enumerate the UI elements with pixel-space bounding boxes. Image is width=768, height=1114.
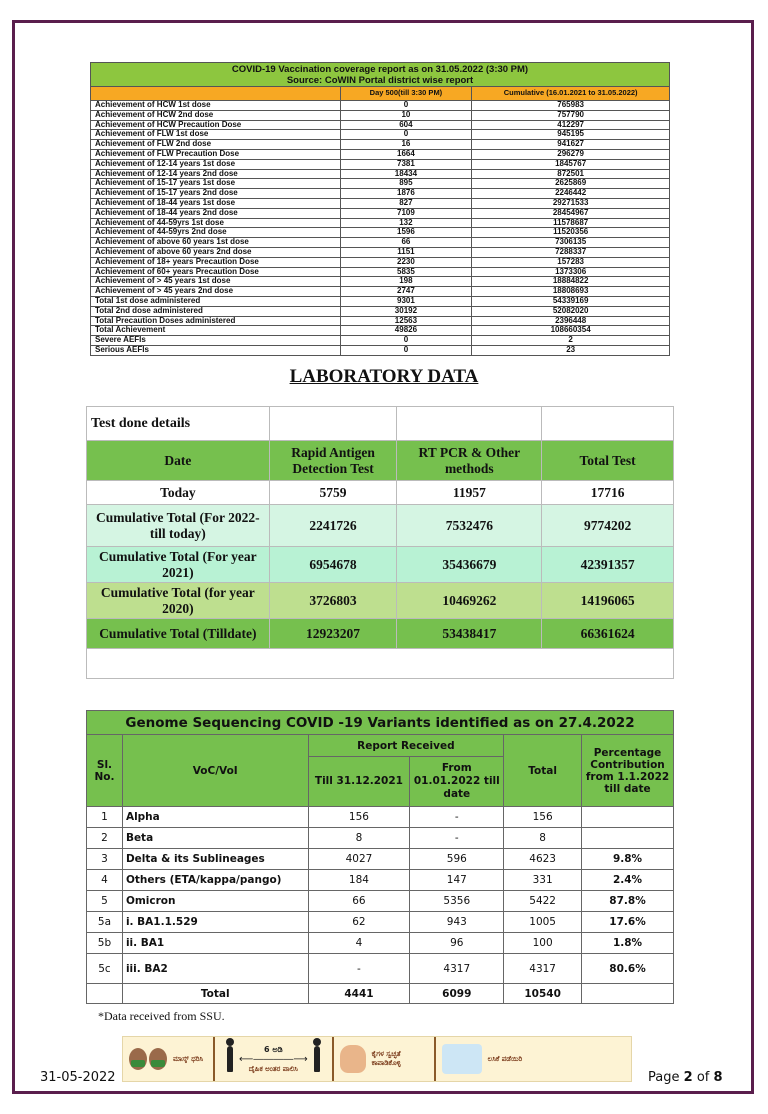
vaccination-row-cumulative: 412297: [472, 120, 670, 130]
vaccination-row: [91, 149, 670, 159]
genome-row-pct: 2.4%: [582, 870, 674, 891]
vaccination-row-day: 198: [340, 277, 472, 287]
vaccination-row-day: 895: [340, 179, 472, 189]
vaccination-row: [91, 120, 670, 130]
genome-row-name: iii. BA2: [122, 954, 308, 984]
genome-row-name: Beta: [122, 828, 308, 849]
lab-row-2021: [87, 547, 674, 583]
washing-hands-icon: [340, 1045, 366, 1073]
vaccination-row: [91, 110, 670, 120]
lab-row-total: 14196065: [542, 583, 674, 619]
vaccination-row-label: Achievement of 12-14 years 1st dose: [91, 159, 341, 169]
genome-header-total: Total: [504, 735, 582, 807]
lab-row-tilldate: [87, 619, 674, 649]
genome-header-pct: Percentage Contribution from 1.1.2022 till date: [582, 735, 674, 807]
vaccination-row: [91, 345, 670, 355]
vaccination-row-cumulative: 2246442: [472, 189, 670, 199]
genome-row: [87, 807, 674, 828]
genome-row-total: 156: [504, 807, 582, 828]
vaccination-row-day: 827: [340, 198, 472, 208]
genome-row-from: -: [410, 807, 504, 828]
genome-row-name: Omicron: [122, 891, 308, 912]
genome-row-from: 943: [410, 912, 504, 933]
vaccination-row-cumulative: 52082020: [472, 306, 670, 316]
genome-row-till: 62: [308, 912, 410, 933]
vaccination-row-day: 9301: [340, 296, 472, 306]
genome-row: [87, 933, 674, 954]
lab-heading: [0, 366, 768, 388]
genome-row-sl: 5: [87, 891, 123, 912]
vaccination-row: [91, 287, 670, 297]
vaccination-row-label: Total Achievement: [91, 326, 341, 336]
vaccination-source-text: Source: CoWIN Portal district wise report: [286, 74, 474, 86]
genome-body: [87, 807, 674, 984]
vaccination-row-label: Achievement of 60+ years Precaution Dose: [91, 267, 341, 277]
genome-header-row: [87, 735, 674, 757]
lab-row-rat: 2241726: [269, 505, 397, 547]
vaccination-row: [91, 296, 670, 306]
genome-row-total: 1005: [504, 912, 582, 933]
genome-row-total: 4317: [504, 954, 582, 984]
vaccination-row-cumulative: 7306135: [472, 238, 670, 248]
genome-header-report: Report Received: [308, 735, 504, 757]
vaccination-row: [91, 189, 670, 199]
genome-row-pct: [582, 807, 674, 828]
vaccination-row: [91, 238, 670, 248]
lab-row-rtpcr: 35436679: [397, 547, 542, 583]
lab-header-total: Total Test: [542, 441, 674, 481]
genome-row-from: 96: [410, 933, 504, 954]
genome-header-till: Till 31.12.2021: [308, 757, 410, 807]
vaccination-row-cumulative: 18808693: [472, 287, 670, 297]
genome-row-till: 156: [308, 807, 410, 828]
genome-row-pct: 1.8%: [582, 933, 674, 954]
vaccination-row-cumulative: 757790: [472, 110, 670, 120]
genome-row-total: 100: [504, 933, 582, 954]
vaccination-row: [91, 159, 670, 169]
vaccination-row-label: Achievement of 44-59yrs 2nd dose: [91, 228, 341, 238]
genome-row-from: 147: [410, 870, 504, 891]
genome-row-till: 8: [308, 828, 410, 849]
vaccination-row-day: 604: [340, 120, 472, 130]
genome-header-voc: VoC/VoI: [122, 735, 308, 807]
footnote: *Data received from SSU.: [98, 1009, 225, 1023]
vaccination-row-label: Severe AEFIs: [91, 336, 341, 346]
vaccination-row-cumulative: 11578687: [472, 218, 670, 228]
genome-row-total: 331: [504, 870, 582, 891]
vaccination-row-label: Achievement of > 45 years 2nd dose: [91, 287, 341, 297]
lab-row-label: Cumulative Total (For 2022- till today): [87, 505, 270, 547]
genome-row-name: Others (ETA/kappa/pango): [122, 870, 308, 891]
genome-row-name: ii. BA1: [122, 933, 308, 954]
vaccination-row-cumulative: 7288337: [472, 247, 670, 257]
vaccination-row: [91, 257, 670, 267]
vaccination-row-label: Achievement of FLW Precaution Dose: [91, 149, 341, 159]
lab-row-rtpcr: 7532476: [397, 505, 542, 547]
vaccination-row-cumulative: 157283: [472, 257, 670, 267]
vaccination-row: [91, 218, 670, 228]
vaccination-header-blank: [91, 87, 341, 101]
vaccination-row-label: Total 2nd dose administered: [91, 306, 341, 316]
vaccination-row-day: 7381: [340, 159, 472, 169]
vaccination-row: [91, 277, 670, 287]
vaccination-row-cumulative: 872501: [472, 169, 670, 179]
genome-table: [86, 710, 674, 1004]
genome-row-name: Delta & its Sublineages: [122, 849, 308, 870]
vaccination-row-cumulative: 296279: [472, 149, 670, 159]
genome-row-pct: 17.6%: [582, 912, 674, 933]
vaccination-row-cumulative: 28454967: [472, 208, 670, 218]
vaccination-row-label: Achievement of 44-59yrs 1st dose: [91, 218, 341, 228]
vaccination-row-day: 16: [340, 140, 472, 150]
genome-row: [87, 954, 674, 984]
genome-total-row: [87, 984, 674, 1004]
banner-hands-section: [334, 1037, 436, 1081]
genome-row-till: 66: [308, 891, 410, 912]
double-arrow-icon: ⟵――――⟶: [239, 1053, 308, 1065]
vaccination-row-label: Achievement of above 60 years 2nd dose: [91, 247, 341, 257]
vaccination-row-label: Achievement of 15-17 years 2nd dose: [91, 189, 341, 199]
genome-total-label: Total: [122, 984, 308, 1004]
vaccination-row-cumulative: 2: [472, 336, 670, 346]
vaccination-header-cumulative: Cumulative (16.01.2021 to 31.05.2022): [472, 87, 670, 101]
vaccination-row-label: Achievement of 18-44 years 1st dose: [91, 198, 341, 208]
vaccination-row-label: Achievement of 18+ years Precaution Dose: [91, 257, 341, 267]
genome-row-name: i. BA1.1.529: [122, 912, 308, 933]
vaccination-row-day: 0: [340, 101, 472, 111]
vaccination-table: [90, 62, 670, 356]
genome-total-till: 4441: [308, 984, 410, 1004]
vaccination-row-cumulative: 945195: [472, 130, 670, 140]
vaccination-row-label: Achievement of above 60 years 1st dose: [91, 238, 341, 248]
vaccination-row-label: Achievement of 15-17 years 1st dose: [91, 179, 341, 189]
vaccination-title-text: COVID-19 Vaccination coverage report as on 31.05.2022 (3:30 PM): [231, 63, 529, 75]
lab-row-rat: 6954678: [269, 547, 397, 583]
lab-row-rtpcr: 11957: [397, 481, 542, 505]
banner-distance-section: [215, 1037, 334, 1081]
vaccination-row: [91, 169, 670, 179]
lab-row-label: Today: [87, 481, 270, 505]
lab-blank-cell: [87, 649, 674, 679]
vaccination-row-cumulative: 941627: [472, 140, 670, 150]
genome-row: [87, 849, 674, 870]
vaccination-row-day: 7109: [340, 208, 472, 218]
vaccination-header-row: [91, 87, 670, 101]
vaccination-row-cumulative: 54339169: [472, 296, 670, 306]
genome-row: [87, 912, 674, 933]
vaccination-row-day: 2747: [340, 287, 472, 297]
genome-row-pct: 80.6%: [582, 954, 674, 984]
vaccination-row-day: 1596: [340, 228, 472, 238]
genome-row-till: 4027: [308, 849, 410, 870]
vaccination-row-day: 49826: [340, 326, 472, 336]
vaccination-row-day: 1151: [340, 247, 472, 257]
page-prefix: Page: [648, 1070, 680, 1085]
vaccination-row-label: Achievement of FLW 2nd dose: [91, 140, 341, 150]
page-of: of: [696, 1070, 710, 1085]
vaccination-row-day: 5835: [340, 267, 472, 277]
vaccination-row: [91, 208, 670, 218]
lab-row-rtpcr: 10469262: [397, 583, 542, 619]
vaccination-row-day: 2230: [340, 257, 472, 267]
vaccination-row-day: 66: [340, 238, 472, 248]
person-right-icon: [314, 1046, 320, 1072]
genome-row-pct: [582, 828, 674, 849]
vaccination-row: [91, 316, 670, 326]
genome-total-sl: [87, 984, 123, 1004]
vaccination-row-label: Achievement of > 45 years 1st dose: [91, 277, 341, 287]
vaccination-row-label: Achievement of HCW 1st dose: [91, 101, 341, 111]
vaccination-header-day: Day 500(till 3:30 PM): [340, 87, 472, 101]
lab-row-label: Cumulative Total (For year 2021): [87, 547, 270, 583]
lab-header-date: Date: [87, 441, 270, 481]
lab-row-rtpcr: 53438417: [397, 619, 542, 649]
genome-row-pct: 9.8%: [582, 849, 674, 870]
genome-row-sl: 5b: [87, 933, 123, 954]
lab-test-details: Test done details: [87, 407, 270, 441]
lab-header-row: [87, 441, 674, 481]
vaccination-row: [91, 306, 670, 316]
vaccination-row-label: Total 1st dose administered: [91, 296, 341, 306]
vaccination-row-label: Achievement of HCW Precaution Dose: [91, 120, 341, 130]
vaccination-row-day: 18434: [340, 169, 472, 179]
vaccination-row-cumulative: 11520356: [472, 228, 670, 238]
genome-row-from: 4317: [410, 954, 504, 984]
genome-row-name: Alpha: [122, 807, 308, 828]
vaccination-row: [91, 336, 670, 346]
vaccination-row: [91, 140, 670, 150]
genome-row-till: -: [308, 954, 410, 984]
mask-woman-icon: [129, 1048, 147, 1070]
footer-date: 31-05-2022: [40, 1070, 116, 1085]
vaccination-row-cumulative: 1845767: [472, 159, 670, 169]
vaccination-row: [91, 101, 670, 111]
vaccination-row-day: 0: [340, 130, 472, 140]
genome-row-total: 4623: [504, 849, 582, 870]
vaccination-row-day: 1664: [340, 149, 472, 159]
lab-row-label: Cumulative Total (for year 2020): [87, 583, 270, 619]
vaccination-row-day: 0: [340, 345, 472, 355]
vaccination-row: [91, 130, 670, 140]
lab-row-rat: 3726803: [269, 583, 397, 619]
covid-guidelines-banner: [122, 1036, 632, 1082]
page-current: 2: [683, 1070, 693, 1085]
person-left-icon: [227, 1046, 233, 1072]
banner-vaccine-text: ಲಸಿಕೆ ಪಡೆಯಿರಿ: [487, 1054, 523, 1063]
vaccination-body: [91, 101, 670, 356]
vaccination-icon: [442, 1044, 482, 1074]
genome-title-row: [87, 711, 674, 735]
vaccination-row-label: Achievement of 12-14 years 2nd dose: [91, 169, 341, 179]
lab-heading-text: LABORATORY DATA: [289, 366, 479, 387]
vaccination-row: [91, 326, 670, 336]
genome-total-from: 6099: [410, 984, 504, 1004]
genome-title: Genome Sequencing COVID -19 Variants identified as on 27.4.2022: [87, 711, 674, 735]
genome-row-sl: 2: [87, 828, 123, 849]
banner-mask-text: ಮಾಸ್ಕ್ ಧರಿಸಿ: [173, 1054, 204, 1063]
vaccination-row-day: 0: [340, 336, 472, 346]
vaccination-row-cumulative: 23: [472, 345, 670, 355]
genome-row-sl: 5c: [87, 954, 123, 984]
lab-table: [86, 406, 674, 679]
genome-row-till: 184: [308, 870, 410, 891]
vaccination-row-cumulative: 29271533: [472, 198, 670, 208]
vaccination-row-cumulative: 765983: [472, 101, 670, 111]
lab-blank-2: [397, 407, 542, 441]
lab-header-rtpcr: RT PCR & Other methods: [397, 441, 542, 481]
banner-hands-text: ಕೈಗಳ ಸ್ವಚ್ಛತೆ ಕಾಪಾಡಿಕೊಳ್ಳಿ: [371, 1050, 401, 1067]
lab-details-row: [87, 407, 674, 441]
vaccination-row: [91, 267, 670, 277]
lab-header-rat: Rapid Antigen Detection Test: [269, 441, 397, 481]
vaccination-row-cumulative: 1373306: [472, 267, 670, 277]
genome-row-total: 8: [504, 828, 582, 849]
vaccination-row-label: Achievement of HCW 2nd dose: [91, 110, 341, 120]
distance-arrow: [239, 1045, 308, 1074]
vaccination-row-label: Total Precaution Doses administered: [91, 316, 341, 326]
lab-row-2020: [87, 583, 674, 619]
genome-row: [87, 870, 674, 891]
genome-row-sl: 1: [87, 807, 123, 828]
vaccination-row-day: 10: [340, 110, 472, 120]
genome-header-sl: Sl. No.: [87, 735, 123, 807]
lab-blank-row: [87, 649, 674, 679]
genome-header-from: From 01.01.2022 till date: [410, 757, 504, 807]
vaccination-row-day: 1876: [340, 189, 472, 199]
genome-row-from: 5356: [410, 891, 504, 912]
genome-row-sl: 3: [87, 849, 123, 870]
distance-number: 6 ಅಡಿ: [264, 1044, 283, 1054]
vaccination-row-day: 30192: [340, 306, 472, 316]
lab-row-rat: 12923207: [269, 619, 397, 649]
genome-row-from: -: [410, 828, 504, 849]
lab-row-today: [87, 481, 674, 505]
genome-row-till: 4: [308, 933, 410, 954]
genome-row-sl: 5a: [87, 912, 123, 933]
lab-row-rat: 5759: [269, 481, 397, 505]
vaccination-title: [91, 63, 670, 87]
lab-row-total: 42391357: [542, 547, 674, 583]
vaccination-row-cumulative: 18884822: [472, 277, 670, 287]
vaccination-row: [91, 198, 670, 208]
vaccination-row-label: Achievement of 18-44 years 2nd dose: [91, 208, 341, 218]
page-total: 8: [713, 1070, 723, 1085]
lab-row-total: 9774202: [542, 505, 674, 547]
genome-row: [87, 828, 674, 849]
vaccination-row: [91, 228, 670, 238]
vaccination-row-cumulative: 2396448: [472, 316, 670, 326]
lab-blank-3: [542, 407, 674, 441]
genome-row-from: 596: [410, 849, 504, 870]
vaccination-row: [91, 179, 670, 189]
lab-blank-1: [269, 407, 397, 441]
genome-total-total: 10540: [504, 984, 582, 1004]
genome-total-pct: [582, 984, 674, 1004]
vaccination-row-label: Serious AEFIs: [91, 345, 341, 355]
page-number: [648, 1070, 723, 1085]
genome-row-total: 5422: [504, 891, 582, 912]
vaccination-row-day: 12563: [340, 316, 472, 326]
vaccination-row-label: Achievement of FLW 1st dose: [91, 130, 341, 140]
vaccination-row: [91, 247, 670, 257]
banner-distance-text: ದೈಹಿಕ ಅಂತರ ಪಾಲಿಸಿ: [248, 1064, 298, 1073]
lab-row-label: Cumulative Total (Tilldate): [87, 619, 270, 649]
genome-row-pct: 87.8%: [582, 891, 674, 912]
genome-row: [87, 891, 674, 912]
banner-vaccine-section: [436, 1037, 530, 1081]
vaccination-row-cumulative: 108660354: [472, 326, 670, 336]
banner-mask-section: [123, 1037, 215, 1081]
genome-row-sl: 4: [87, 870, 123, 891]
mask-man-icon: [149, 1048, 167, 1070]
vaccination-title-row: [91, 63, 670, 87]
lab-row-2022: [87, 505, 674, 547]
vaccination-row-cumulative: 2625869: [472, 179, 670, 189]
vaccination-row-day: 132: [340, 218, 472, 228]
lab-row-total: 17716: [542, 481, 674, 505]
lab-row-total: 66361624: [542, 619, 674, 649]
